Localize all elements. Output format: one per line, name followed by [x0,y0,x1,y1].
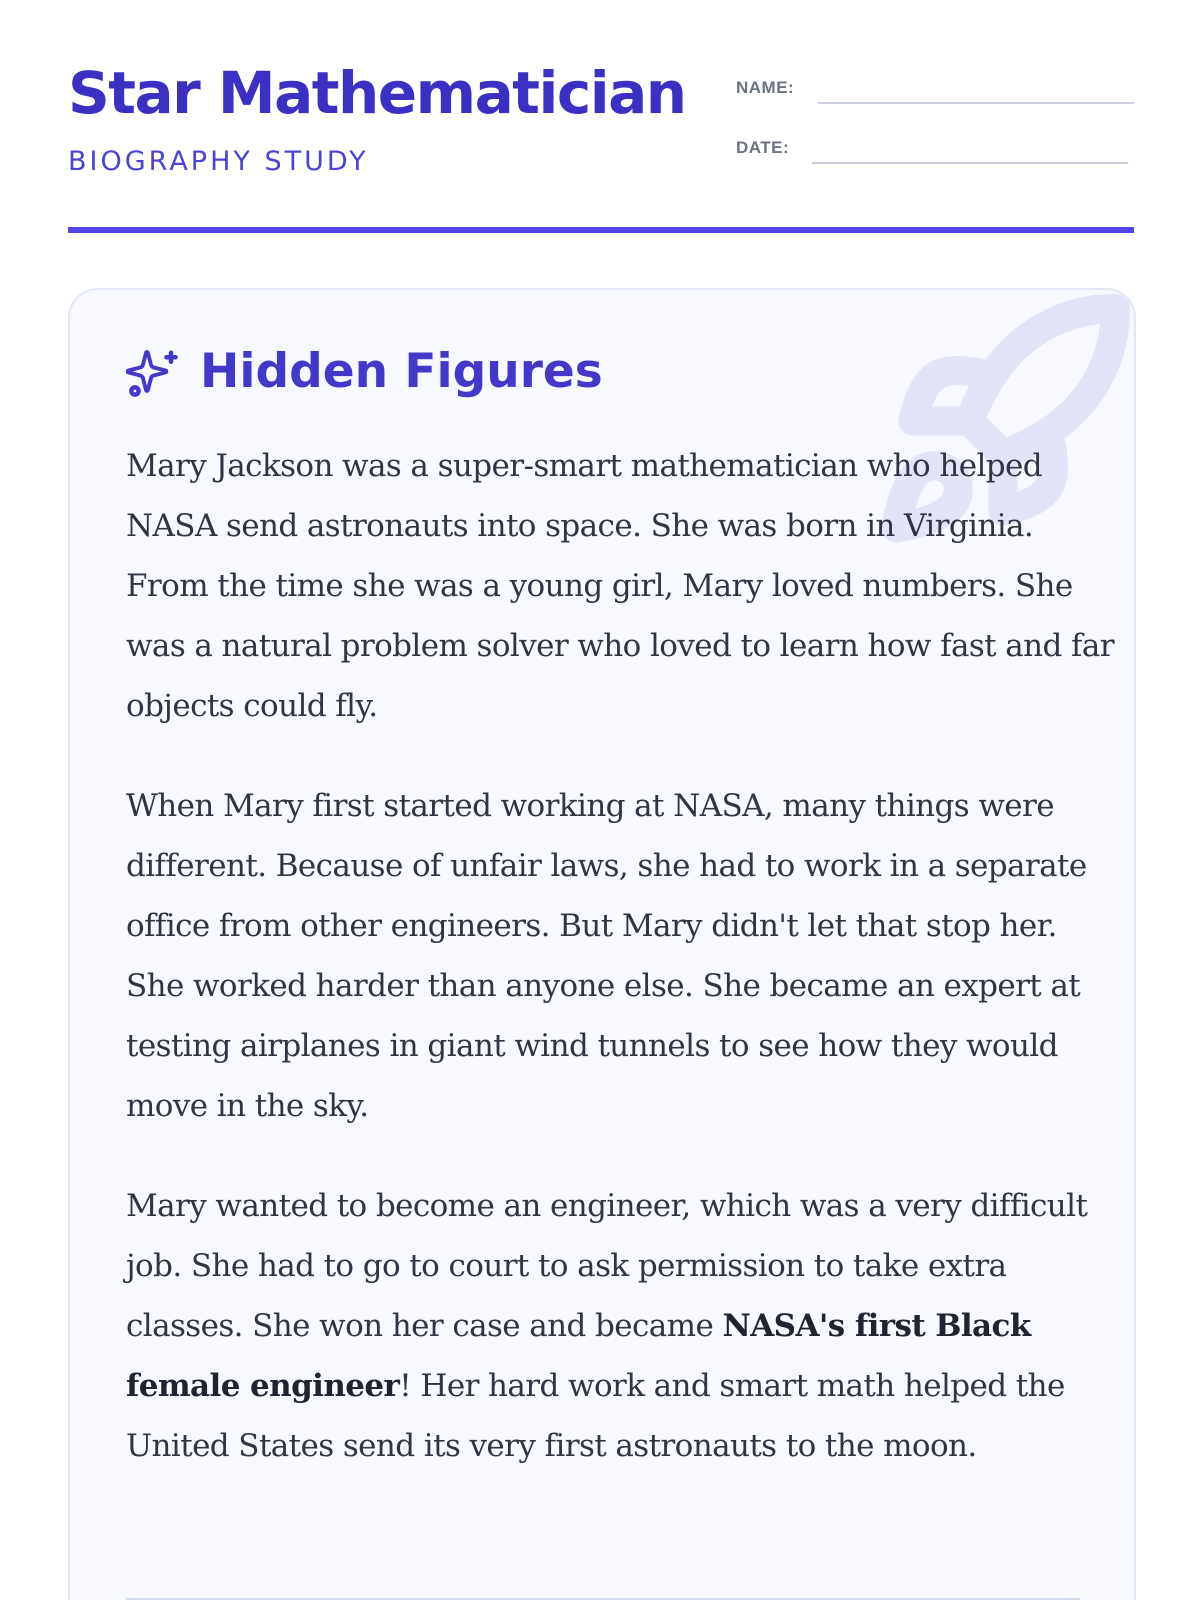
biography-text [126,436,1116,1516]
paragraph-3-start: Mary wanted to become an engineer, which was a very difficult job. She had to go to court to ask permission to take extra classes. She won her case and became [126,1188,1088,1344]
name-line[interactable] [818,102,1134,104]
paragraph-3 [126,1176,1116,1476]
date-field[interactable] [736,132,1200,172]
paragraph-3-end: ! Her hard work and smart math helped the United States send its very first astronauts to the moon. [126,1368,1065,1464]
header-divider [68,227,1134,233]
biography-card [68,288,1136,1600]
page-title: Star Mathematician [68,59,686,127]
date-line[interactable] [812,162,1128,164]
name-label: NAME: [736,78,795,97]
sparkle-icon [126,346,180,400]
highlight-text: NASA's first Black female engineer [126,1308,1031,1404]
name-field[interactable] [736,72,1200,112]
paragraph-2: When Mary first started working at NASA, many things were different. Because of unfair laws, she had to work in a separate office from other engineers. But Mary didn't let that stop her. She worked harder than anyone else. She became an expert at testing airplanes in giant wind tunnels to see how they would move in the sky. [126,788,1087,1124]
worksheet-header [68,0,1134,236]
card-heading: Hidden Figures [200,344,603,399]
paragraph-1: Mary Jackson was a super-smart mathematician who helped NASA send astronauts into space. She was born in Virginia. From the time she was a young girl, Mary loved numbers. She was a natural problem solver who loved to learn how fast and far objects could fly. [126,448,1114,724]
page-subtitle: BIOGRAPHY STUDY [68,146,369,177]
date-label: DATE: [736,138,790,157]
